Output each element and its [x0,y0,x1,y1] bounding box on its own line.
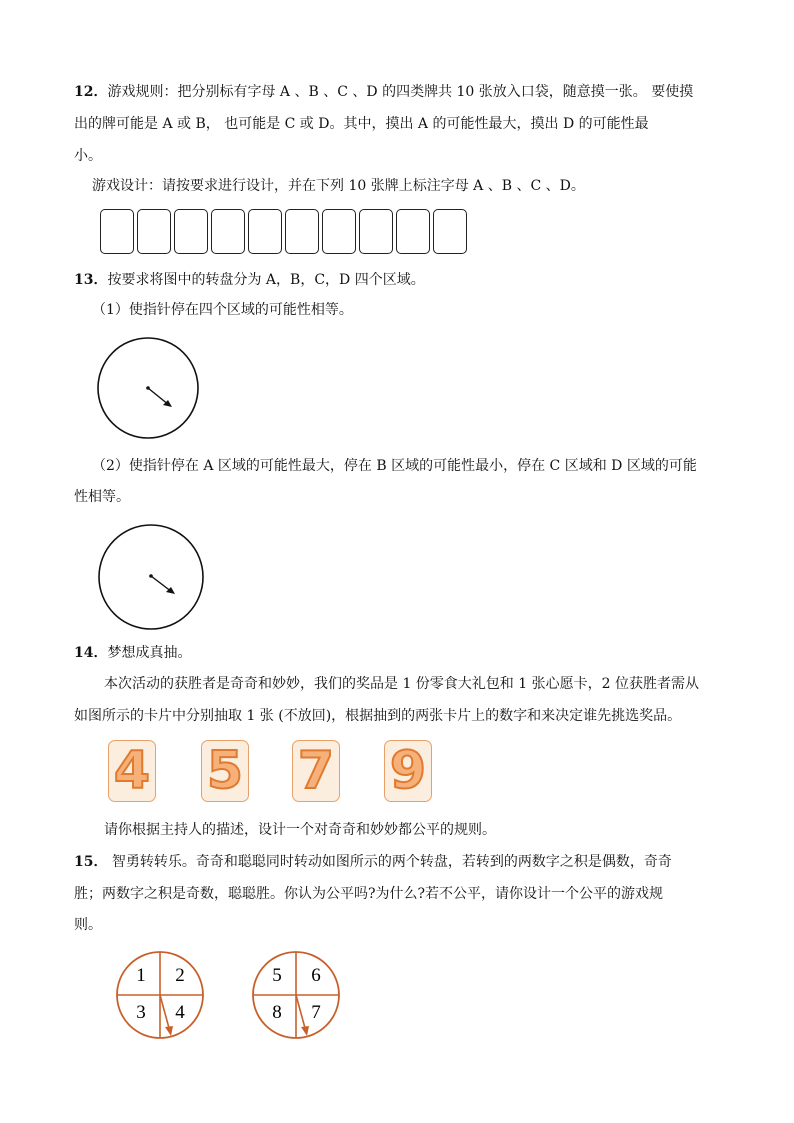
blank-card[interactable] [174,209,208,254]
blank-card[interactable] [137,209,171,254]
spinner-circle-1 [96,336,202,442]
spinner-number: 2 [175,965,185,986]
number-card [108,740,156,802]
spinner-number: 4 [175,1002,185,1023]
q15-line1: 15． 智勇转转乐。奇奇和聪聪同时转动如图所示的两个转盘，若转到的两数字之积是偶数，奇奇 [74,854,672,870]
q15-line2: 胜；两数字之积是奇数，聪聪胜。你认为公平吗?为什么?若不公平，请你设计一个公平的游戏规 [74,886,664,902]
blank-card[interactable] [248,209,282,254]
q12-line2: 出的牌可能是 A 或 B， 也可能是 C 或 D。其中，摸出 A 的可能性最大，摸出 D 的可能性最 [74,116,649,132]
blank-card[interactable] [322,209,356,254]
q13-part1: （1）使指针停在四个区域的可能性相等。 [92,302,353,318]
blank-card[interactable] [359,209,393,254]
q13-part2-line1: （2）使指针停在 A 区域的可能性最大，停在 B 区域的可能性最小，停在 C 区域和 D 区域的可能 [92,458,697,474]
blank-card[interactable] [285,209,319,254]
blank-card[interactable] [433,209,467,254]
number-card-digit: 9 [389,741,427,801]
number-spinner-1 [108,950,212,1042]
spinner-circle-2 [96,524,206,630]
spinner-number: 7 [311,1002,321,1023]
q13-intro-line: 13．按要求将图中的转盘分为 A，B，C，D 四个区域。 [74,272,425,288]
pointer-arrow-icon [296,995,305,1028]
spinner-number: 5 [272,965,282,986]
q14-title-line: 14．梦想成真抽。 [74,645,192,661]
number-card [201,740,249,802]
spinner-number: 6 [311,965,321,986]
q12-line3: 小。 [74,148,102,164]
pointer-pivot [149,574,153,578]
number-card-digit: 5 [206,741,244,801]
q12-number: 12． [74,84,108,100]
blank-card[interactable] [211,209,245,254]
number-card [292,740,340,802]
q14-line2: 如图所示的卡片中分别抽取 1 张 (不放回)，根据抽到的两张卡片上的数字和来决定谁先挑选奖品。 [74,708,682,724]
number-spinner-2 [244,950,348,1042]
blank-card[interactable] [100,209,134,254]
q12-design: 游戏设计：请按要求进行设计，并在下列 10 张牌上标注字母 A 、B 、C 、D。 [92,178,585,194]
q12-line1: 12．游戏规则：把分别标有字母 A 、B 、C 、D 的四类牌共 10 张放入口袋，随意摸一张。 要使摸 [74,84,694,100]
number-card-digit: 4 [113,741,151,801]
number-card [384,740,432,802]
spinner-number: 8 [272,1002,282,1023]
q15-line3: 则。 [74,917,102,933]
number-card-digit: 7 [297,741,335,801]
blank-card-row [100,209,467,254]
pointer-arrowhead-icon [301,1026,309,1036]
q13-number: 13． [74,272,108,288]
pointer-pivot [146,386,150,390]
spinner-number: 1 [136,965,146,986]
q14-line1: 本次活动的获胜者是奇奇和妙妙，我们的奖品是 1 份零食大礼包和 1 张心愿卡，2 位获胜者需从 [104,676,699,692]
pointer-arrow-icon [160,995,169,1028]
spinner-number: 3 [136,1002,146,1023]
q13-part2-line2: 性相等。 [74,489,130,505]
pointer-arrowhead-icon [165,1026,173,1036]
blank-card[interactable] [396,209,430,254]
q15-number: 15． [74,854,108,870]
q14-number: 14． [74,645,108,661]
q14-prompt: 请你根据主持人的描述，设计一个对奇奇和妙妙都公平的规则。 [104,822,496,838]
